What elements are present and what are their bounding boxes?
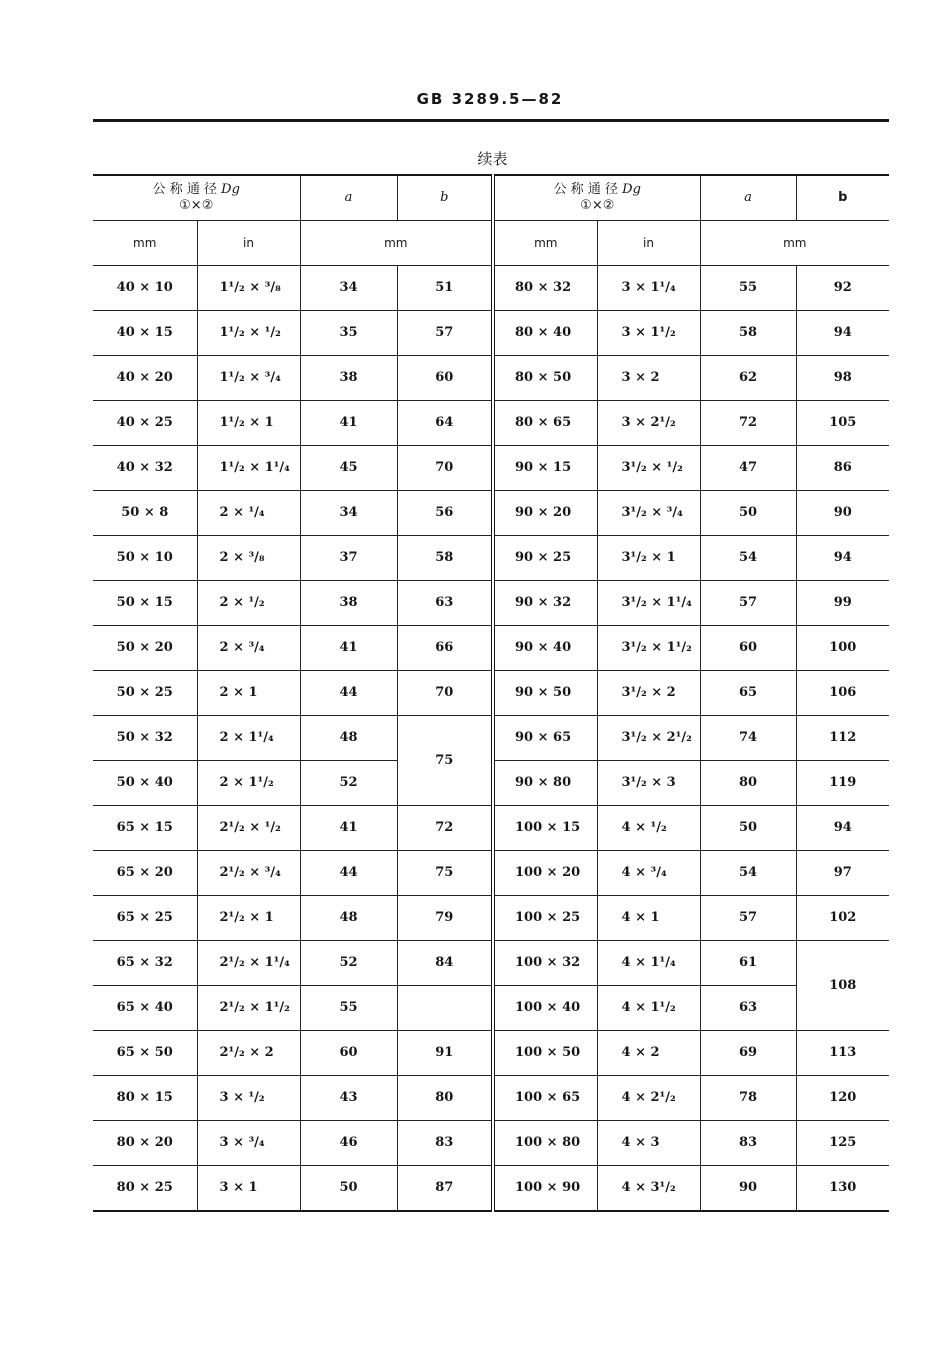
cell-left-a: 48 (300, 896, 397, 941)
cell-right-a: 74 (700, 716, 796, 761)
table-row (93, 1121, 889, 1166)
header-nominal-right (493, 175, 700, 221)
cell-left-dg-in: 2 × ¹/₂ (197, 581, 300, 626)
cell-right-dg-mm: 80 × 32 (493, 266, 597, 311)
table-row (93, 626, 889, 671)
cell-right-b: 106 (796, 671, 889, 716)
cell-left-b: 87 (397, 1166, 493, 1212)
cell-left-b: 51 (397, 266, 493, 311)
cell-left-dg-in: 1¹/₂ × ³/₄ (197, 356, 300, 401)
header-nominal-text: 公 称 通 径 (152, 182, 218, 197)
header-dg: Dg (622, 182, 641, 197)
header-b-left: b (397, 175, 493, 221)
cell-right-b: 94 (796, 311, 889, 356)
cell-left-dg-mm: 50 × 32 (93, 716, 197, 761)
cell-left-dg-in: 2 × 1¹/₄ (197, 716, 300, 761)
cell-left-b: 80 (397, 1076, 493, 1121)
cell-left-a: 55 (300, 986, 397, 1031)
cell-right-dg-in: 3¹/₂ × 2 (597, 671, 700, 716)
table-row (93, 491, 889, 536)
cell-right-dg-mm: 80 × 50 (493, 356, 597, 401)
cell-left-a: 34 (300, 266, 397, 311)
cell-left-a: 41 (300, 626, 397, 671)
cell-right-dg-in: 3 × 2¹/₂ (597, 401, 700, 446)
cell-right-dg-mm: 90 × 40 (493, 626, 597, 671)
cell-right-b: 86 (796, 446, 889, 491)
cell-right-a: 65 (700, 671, 796, 716)
cell-right-b: 97 (796, 851, 889, 896)
cell-right-dg-in: 3¹/₂ × 1¹/₄ (597, 581, 700, 626)
cell-left-dg-in: 1¹/₂ × 1¹/₄ (197, 446, 300, 491)
cell-right-a: 80 (700, 761, 796, 806)
cell-left-a: 38 (300, 581, 397, 626)
cell-left-dg-mm: 80 × 15 (93, 1076, 197, 1121)
cell-right-dg-in: 3¹/₂ × ¹/₂ (597, 446, 700, 491)
cell-left-b: 57 (397, 311, 493, 356)
cell-right-dg-mm: 80 × 65 (493, 401, 597, 446)
header-rule (93, 119, 889, 122)
table-row (93, 1166, 889, 1212)
cell-left-a: 35 (300, 311, 397, 356)
unit-mm-left: mm (93, 221, 197, 266)
cell-left-dg-in: 3 × 1 (197, 1166, 300, 1212)
cell-right-dg-in: 4 × 3 (597, 1121, 700, 1166)
cell-right-dg-mm: 90 × 15 (493, 446, 597, 491)
cell-right-dg-in: 3¹/₂ × 3 (597, 761, 700, 806)
cell-left-dg-mm: 80 × 25 (93, 1166, 197, 1212)
cell-left-b: 84 (397, 941, 493, 986)
cell-right-a: 90 (700, 1166, 796, 1212)
cell-left-b: 70 (397, 446, 493, 491)
cell-left-dg-mm: 40 × 20 (93, 356, 197, 401)
cell-left-a: 41 (300, 806, 397, 851)
unit-mm-right: mm (493, 221, 597, 266)
cell-right-a: 54 (700, 536, 796, 581)
cell-left-dg-in: 2 × ³/₄ (197, 626, 300, 671)
cell-right-dg-in: 4 × 2 (597, 1031, 700, 1076)
cell-right-a: 57 (700, 581, 796, 626)
cell-right-dg-mm: 100 × 20 (493, 851, 597, 896)
cell-right-a: 61 (700, 941, 796, 986)
cell-left-dg-mm: 50 × 8 (93, 491, 197, 536)
cell-left-dg-in: 2¹/₂ × 1¹/₄ (197, 941, 300, 986)
cell-left-b: 79 (397, 896, 493, 941)
cell-left-a: 46 (300, 1121, 397, 1166)
cell-right-dg-in: 4 × 1¹/₄ (597, 941, 700, 986)
cell-left-b: 60 (397, 356, 493, 401)
dimension-table (93, 174, 889, 1212)
header-combo: ①×② (179, 198, 214, 213)
cell-right-dg-mm: 90 × 80 (493, 761, 597, 806)
unit-mm-ab-left: mm (300, 221, 493, 266)
cell-right-b: 92 (796, 266, 889, 311)
cell-right-dg-in: 3¹/₂ × 1 (597, 536, 700, 581)
cell-left-dg-in: 1¹/₂ × 1 (197, 401, 300, 446)
cell-right-dg-in: 4 × ¹/₂ (597, 806, 700, 851)
cell-left-dg-in: 3 × ¹/₂ (197, 1076, 300, 1121)
cell-right-b: 90 (796, 491, 889, 536)
cell-right-dg-mm: 90 × 65 (493, 716, 597, 761)
cell-left-a: 38 (300, 356, 397, 401)
cell-left-dg-in: 2 × ¹/₄ (197, 491, 300, 536)
table-row (93, 266, 889, 311)
table-row (93, 716, 889, 761)
cell-right-dg-mm: 100 × 40 (493, 986, 597, 1031)
cell-right-a: 50 (700, 491, 796, 536)
cell-right-b: 94 (796, 536, 889, 581)
cell-left-b: 56 (397, 491, 493, 536)
cell-right-a: 54 (700, 851, 796, 896)
cell-left-dg-mm: 40 × 25 (93, 401, 197, 446)
cell-right-dg-in: 4 × ³/₄ (597, 851, 700, 896)
cell-right-dg-in: 3 × 1¹/₄ (597, 266, 700, 311)
cell-right-b: 94 (796, 806, 889, 851)
header-b-right: b (796, 175, 889, 221)
cell-right-a: 69 (700, 1031, 796, 1076)
cell-right-a: 83 (700, 1121, 796, 1166)
cell-left-a: 43 (300, 1076, 397, 1121)
cell-right-b: 102 (796, 896, 889, 941)
cell-left-b: 63 (397, 581, 493, 626)
cell-left-dg-in: 2¹/₂ × 1 (197, 896, 300, 941)
cell-right-b: 105 (796, 401, 889, 446)
table-row (93, 536, 889, 581)
cell-right-a: 72 (700, 401, 796, 446)
table-row (93, 941, 889, 986)
cell-left-dg-mm: 50 × 15 (93, 581, 197, 626)
table-caption: 续表 (477, 150, 508, 168)
cell-right-dg-in: 3 × 2 (597, 356, 700, 401)
cell-left-dg-in: 2¹/₂ × 2 (197, 1031, 300, 1076)
cell-right-dg-mm: 100 × 25 (493, 896, 597, 941)
cell-left-a: 37 (300, 536, 397, 581)
table-row (93, 851, 889, 896)
header-nominal-left (93, 175, 300, 221)
cell-right-dg-mm: 100 × 80 (493, 1121, 597, 1166)
cell-right-dg-in: 3 × 1¹/₂ (597, 311, 700, 356)
cell-right-b: 113 (796, 1031, 889, 1076)
table-row (93, 806, 889, 851)
cell-left-b: 70 (397, 671, 493, 716)
cell-right-dg-in: 3¹/₂ × 1¹/₂ (597, 626, 700, 671)
cell-left-a: 44 (300, 851, 397, 896)
header-a-right: a (700, 175, 796, 221)
cell-left-dg-mm: 80 × 20 (93, 1121, 197, 1166)
cell-left-dg-mm: 40 × 15 (93, 311, 197, 356)
cell-left-dg-mm: 40 × 32 (93, 446, 197, 491)
unit-in-right: in (597, 221, 700, 266)
cell-right-a: 63 (700, 986, 796, 1031)
cell-left-b: 75 (397, 851, 493, 896)
cell-right-b: 98 (796, 356, 889, 401)
cell-right-dg-in: 4 × 1¹/₂ (597, 986, 700, 1031)
table-row (93, 311, 889, 356)
cell-left-dg-in: 2¹/₂ × ³/₄ (197, 851, 300, 896)
cell-right-dg-mm: 90 × 32 (493, 581, 597, 626)
header-combo: ①×② (580, 198, 615, 213)
cell-left-dg-mm: 65 × 50 (93, 1031, 197, 1076)
cell-right-dg-mm: 90 × 25 (493, 536, 597, 581)
cell-left-a: 50 (300, 1166, 397, 1212)
cell-left-dg-mm: 50 × 20 (93, 626, 197, 671)
cell-right-dg-mm: 100 × 15 (493, 806, 597, 851)
table-row (93, 356, 889, 401)
header-a-left: a (300, 175, 397, 221)
cell-left-dg-in: 2 × 1¹/₂ (197, 761, 300, 806)
table-row (93, 986, 889, 1031)
cell-left-dg-in: 2¹/₂ × 1¹/₂ (197, 986, 300, 1031)
unit-mm-ab-right: mm (700, 221, 889, 266)
cell-right-a: 57 (700, 896, 796, 941)
cell-left-a: 41 (300, 401, 397, 446)
cell-left-a: 60 (300, 1031, 397, 1076)
cell-right-a: 60 (700, 626, 796, 671)
cell-left-a: 52 (300, 941, 397, 986)
cell-left-dg-in: 2 × ³/₈ (197, 536, 300, 581)
cell-left-dg-in: 2 × 1 (197, 671, 300, 716)
unit-in-left: in (197, 221, 300, 266)
cell-right-a: 78 (700, 1076, 796, 1121)
cell-right-dg-mm: 100 × 50 (493, 1031, 597, 1076)
cell-right-b: 125 (796, 1121, 889, 1166)
cell-left-b: 83 (397, 1121, 493, 1166)
cell-left-b: 72 (397, 806, 493, 851)
cell-right-a: 58 (700, 311, 796, 356)
cell-right-dg-in: 4 × 2¹/₂ (597, 1076, 700, 1121)
cell-left-dg-mm: 50 × 25 (93, 671, 197, 716)
cell-left-b (397, 986, 493, 1031)
cell-left-dg-in: 2¹/₂ × ¹/₂ (197, 806, 300, 851)
cell-left-b: 64 (397, 401, 493, 446)
cell-left-a: 44 (300, 671, 397, 716)
cell-left-b: 66 (397, 626, 493, 671)
table-row (93, 671, 889, 716)
cell-right-b: 112 (796, 716, 889, 761)
cell-left-a: 34 (300, 491, 397, 536)
cell-left-dg-mm: 65 × 25 (93, 896, 197, 941)
table-row (93, 1076, 889, 1121)
cell-right-dg-mm: 90 × 20 (493, 491, 597, 536)
cell-right-dg-in: 3¹/₂ × ³/₄ (597, 491, 700, 536)
cell-left-b: 58 (397, 536, 493, 581)
cell-right-b: 99 (796, 581, 889, 626)
table-row (93, 401, 889, 446)
cell-left-a: 45 (300, 446, 397, 491)
document-code: GB 3289.5—82 (416, 90, 564, 108)
cell-left-a: 52 (300, 761, 397, 806)
cell-right-b: 119 (796, 761, 889, 806)
table-row (93, 1031, 889, 1076)
cell-right-b: 100 (796, 626, 889, 671)
cell-left-dg-mm: 65 × 32 (93, 941, 197, 986)
table-row (93, 581, 889, 626)
cell-right-b: 108 (796, 941, 889, 1031)
cell-right-a: 62 (700, 356, 796, 401)
cell-right-dg-in: 3¹/₂ × 2¹/₂ (597, 716, 700, 761)
cell-right-dg-mm: 90 × 50 (493, 671, 597, 716)
cell-left-dg-mm: 65 × 20 (93, 851, 197, 896)
cell-left-dg-in: 1¹/₂ × ³/₈ (197, 266, 300, 311)
cell-left-dg-mm: 65 × 40 (93, 986, 197, 1031)
cell-left-a: 48 (300, 716, 397, 761)
table-row (93, 896, 889, 941)
cell-right-a: 47 (700, 446, 796, 491)
header-dg: Dg (221, 182, 240, 197)
table-row (93, 446, 889, 491)
cell-right-dg-mm: 100 × 65 (493, 1076, 597, 1121)
cell-left-dg-mm: 50 × 10 (93, 536, 197, 581)
cell-left-dg-in: 1¹/₂ × ¹/₂ (197, 311, 300, 356)
header-nominal-text: 公 称 通 径 (553, 182, 619, 197)
cell-left-b: 91 (397, 1031, 493, 1076)
cell-right-dg-mm: 100 × 90 (493, 1166, 597, 1212)
cell-left-dg-mm: 65 × 15 (93, 806, 197, 851)
cell-right-dg-mm: 80 × 40 (493, 311, 597, 356)
header-row-units (93, 221, 889, 266)
cell-left-dg-mm: 50 × 40 (93, 761, 197, 806)
cell-right-a: 55 (700, 266, 796, 311)
header-row-1 (93, 175, 889, 221)
cell-left-b: 75 (397, 716, 493, 806)
cell-right-dg-mm: 100 × 32 (493, 941, 597, 986)
cell-left-dg-in: 3 × ³/₄ (197, 1121, 300, 1166)
cell-right-b: 130 (796, 1166, 889, 1212)
cell-right-b: 120 (796, 1076, 889, 1121)
cell-right-dg-in: 4 × 3¹/₂ (597, 1166, 700, 1212)
cell-right-a: 50 (700, 806, 796, 851)
cell-right-dg-in: 4 × 1 (597, 896, 700, 941)
cell-left-dg-mm: 40 × 10 (93, 266, 197, 311)
